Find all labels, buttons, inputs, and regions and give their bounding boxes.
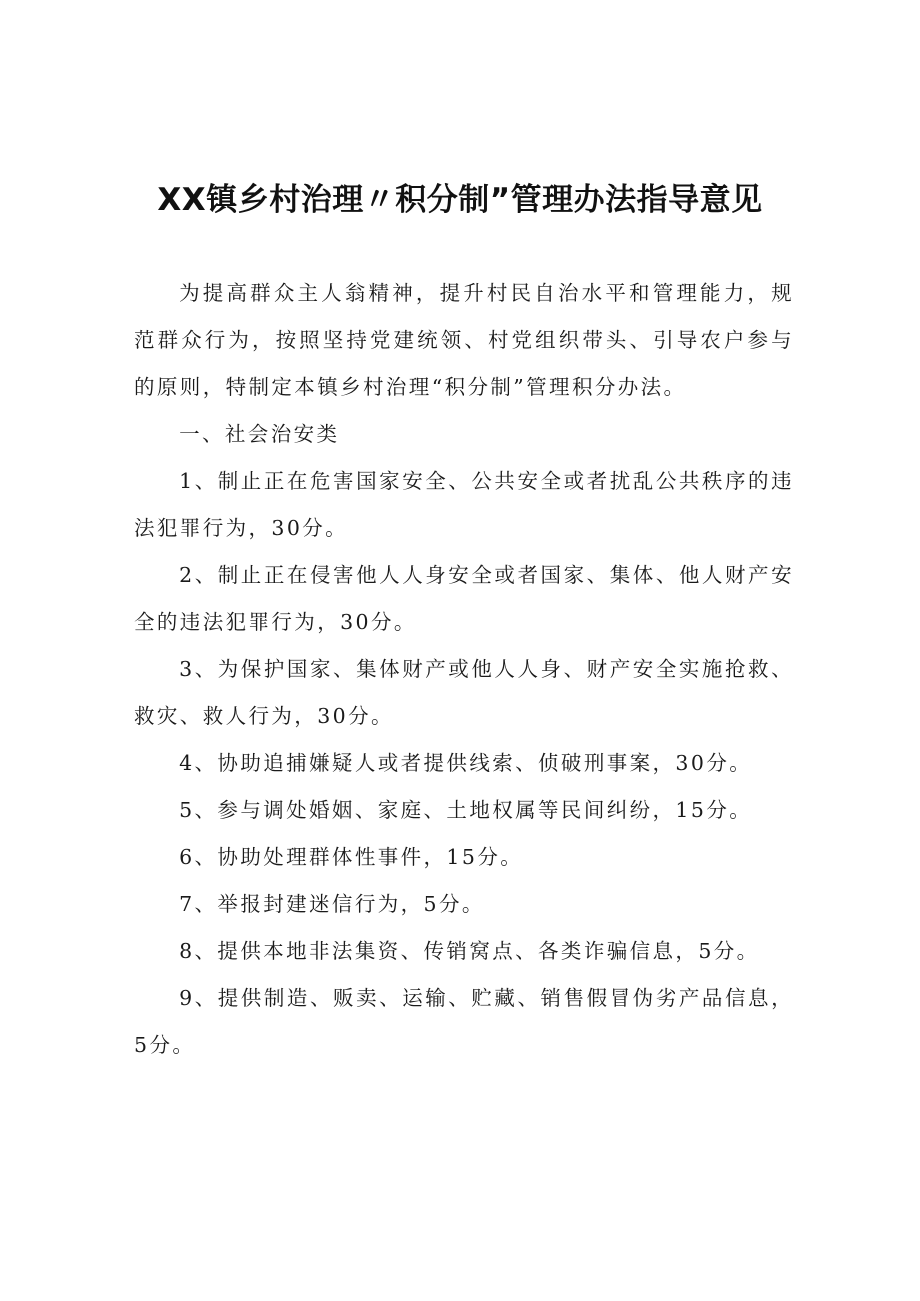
list-item: 7、举报封建迷信行为，5分。 — [179, 892, 485, 916]
list-item: 6、协助处理群体性事件，15分。 — [179, 845, 524, 869]
list-item: 9、提供制造、贩卖、运输、贮藏、销售假冒伪劣产品信息，5分。 — [134, 986, 794, 1057]
intro-paragraph: 为提高群众主人翁精神，提升村民自治水平和管理能力，规范群众行为，按照坚持党建统领、村党组织带头、引导农户参与的原则，特制定本镇乡村治理“积分制”管理积分办法。 — [134, 281, 794, 399]
document-body — [134, 270, 794, 1069]
list-item: 2、制止正在侵害他人人身安全或者国家、集体、他人财产安全的违法犯罪行为，30分。 — [134, 563, 794, 634]
list-item: 5、参与调处婚姻、家庭、土地权属等民间纠纷，15分。 — [179, 798, 753, 822]
list-item: 3、为保护国家、集体财产或他人人身、财产安全实施抢救、救灾、救人行为，30分。 — [134, 657, 794, 728]
document-title: XX镇乡村治理〃积分制”管理办法指导意见 — [157, 182, 763, 218]
section-heading: 一、社会治安类 — [179, 422, 340, 446]
list-item: 8、提供本地非法集资、传销窝点、各类诈骗信息，5分。 — [179, 939, 760, 963]
list-item: 4、协助追捕嫌疑人或者提供线索、侦破刑事案，30分。 — [179, 751, 753, 775]
list-item: 1、制止正在危害国家安全、公共安全或者扰乱公共秩序的违法犯罪行为，30分。 — [134, 469, 794, 540]
